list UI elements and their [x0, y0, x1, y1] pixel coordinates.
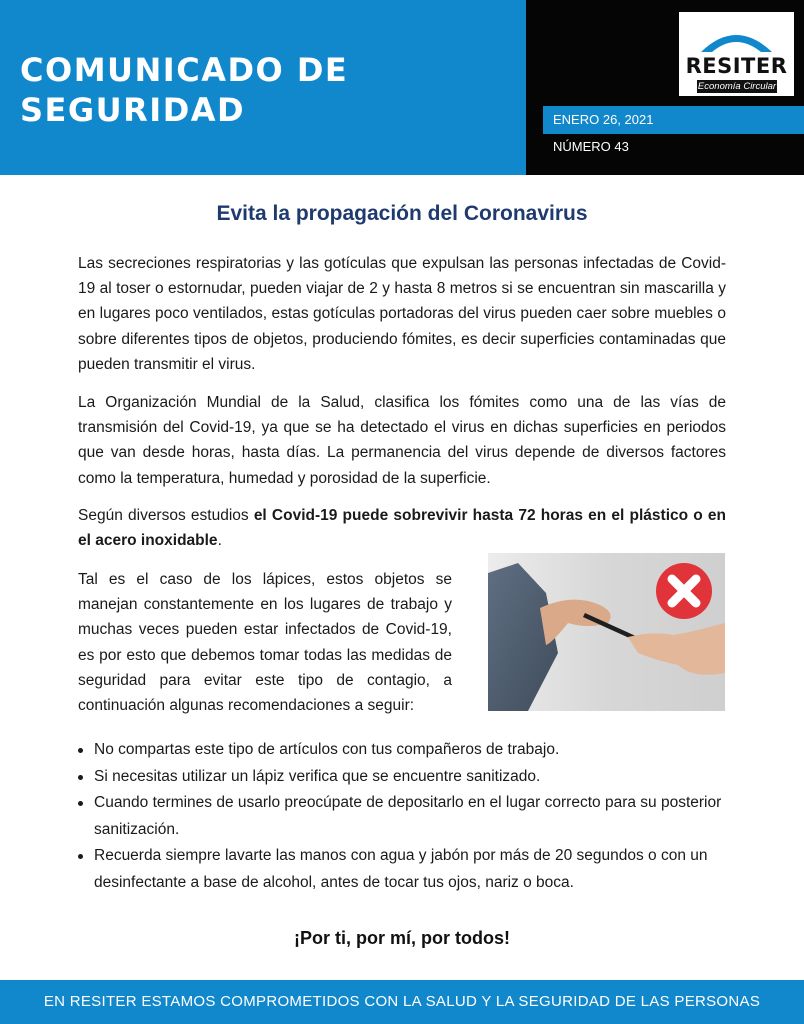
list-item: Si necesitas utilizar un lápiz verifica que se encuentre sanitizado. — [78, 764, 738, 791]
recommendation-list — [78, 737, 738, 896]
list-item: Cuando termines de usarlo preocúpate de depositarlo en el lugar correcto para su posterior sanitización. — [78, 790, 738, 843]
paragraph-1: Las secreciones respiratorias y las gotículas que expulsan las personas infectadas de Covid-19 al toser o estornudar, pueden viajar de 2 y hasta 8 metros si se encuentran sin mascarilla y en lugares poco ventilados, estas gotículas portadoras del virus pueden caer sobre muebles o sobre diferentes tipos de objetos, produciendo fómites, es decir superficies contaminadas que pueden transmitir el virus. — [78, 255, 726, 373]
footer-banner: EN RESITER ESTAMOS COMPROMETIDOS CON LA SALUD Y LA SEGURIDAD DE LAS PERSONAS — [0, 980, 804, 1024]
header-banner — [0, 0, 526, 175]
paragraph-3-highlight: el Covid-19 puede sobrevivir hasta 72 horas en el plástico o en el acero inoxidable — [78, 507, 727, 550]
article-headline: Evita la propagación del Coronavirus — [216, 202, 588, 225]
paragraph-3 — [78, 503, 726, 553]
page-title: COMUNICADO DE SEGURIDAD — [20, 51, 349, 129]
paragraph-3-end: . — [217, 532, 222, 550]
logo-tagline: Economía Circular — [697, 81, 777, 92]
paragraph-2: La Organización Mundial de la Salud, clasifica los fómites como una de las vías de transmisión del Covid-19, ya que se ha detectado el virus en dichas superficies en periodos que van desde horas, hasta días. La permanencia del virus depende de diversos factores como la temperatura, humedad y porosidad de la superficie. — [78, 394, 726, 487]
list-item: Recuerda siempre lavarte las manos con agua y jabón por más de 20 segundos o con un desinfectante a base de alcohol, antes de tocar tus ojos, nariz o boca. — [78, 843, 738, 896]
x-mark-icon — [656, 563, 712, 619]
slogan: ¡Por ti, por mí, por todos! — [294, 928, 510, 948]
issue-number: NÚMERO 43 — [553, 139, 629, 154]
list-item: No compartas este tipo de artículos con tus compañeros de trabajo. — [78, 737, 738, 764]
logo-wordmark: RESITER — [685, 54, 788, 78]
issue-date: ENERO 26, 2021 — [543, 106, 804, 134]
paragraph-4: Tal es el caso de los lápices, estos objetos se manejan constantemente en los lugares de trabajo y muchas veces pueden estar infectados de Covid-19, es por esto que debemos tomar todas las medidas de seguridad para evitar este tipo de contagio, a continuación algunas recomendaciones a seguir: — [78, 571, 452, 715]
resiter-logo — [679, 12, 794, 96]
pencil-handoff-photo — [488, 553, 725, 711]
paragraph-3-lead: Según diversos estudios — [78, 507, 254, 524]
